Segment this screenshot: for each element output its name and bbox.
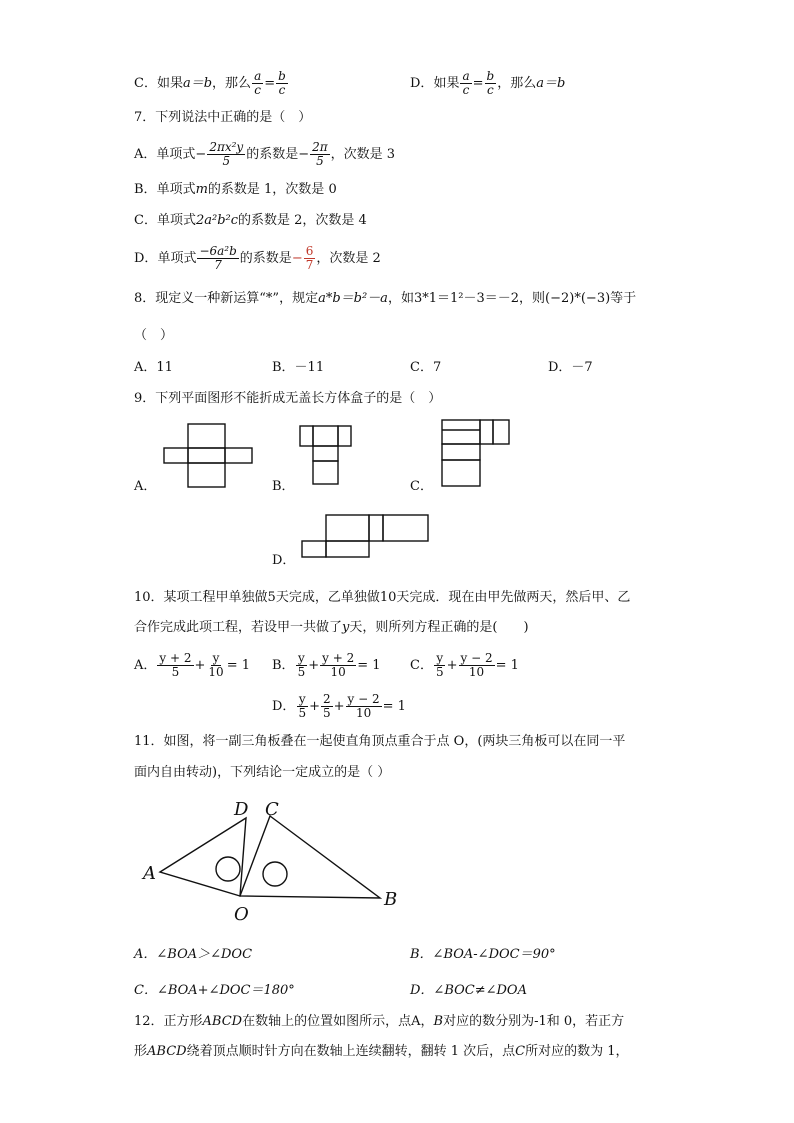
operator: + xyxy=(308,658,320,673)
numerator: y xyxy=(297,651,305,665)
stem-text: 所对应的数为 1， xyxy=(525,1044,629,1059)
number: 10 xyxy=(379,590,397,605)
stem-text: 天，则所列方程正确的是( ) xyxy=(349,620,529,635)
option-label: D． xyxy=(134,251,158,266)
option-label: C． xyxy=(134,213,157,228)
denominator: 7 xyxy=(214,258,222,272)
option-label: A． xyxy=(134,658,157,673)
numerator: 2π xyxy=(312,140,328,154)
point-a-label: A xyxy=(143,863,156,884)
math-expr: a＝b xyxy=(182,76,213,91)
stem-text: 形 xyxy=(134,1044,148,1059)
q9-stem: 9．下列平面图形不能折成无盖长方体盒子的是（ ） xyxy=(134,391,442,406)
q11-option-c: C．∠BOA+∠DOC＝180° xyxy=(134,983,295,998)
math-var: C xyxy=(515,1044,526,1059)
option-text: 单项式 xyxy=(157,251,197,266)
numerator: a xyxy=(462,69,470,83)
point-c-label: C xyxy=(265,799,279,820)
denominator: 10 xyxy=(208,665,224,679)
triangle-hole-left xyxy=(216,857,240,881)
option-text: 的系数是 2，次数是 4 xyxy=(238,213,367,228)
operator: + xyxy=(194,658,206,673)
denominator: 5 xyxy=(222,154,231,168)
denominator: 5 xyxy=(316,154,324,168)
denominator: c xyxy=(278,83,286,97)
option-text: 如果 xyxy=(433,76,460,91)
option-label: A． xyxy=(134,147,157,162)
option-text: ，那么 xyxy=(497,76,537,91)
triangle-hole-right xyxy=(263,862,287,886)
q9-label-c: C． xyxy=(410,479,433,494)
option-label: D． xyxy=(410,76,434,91)
q9-label-a: A． xyxy=(134,479,157,494)
option-text: ，次数是 2 xyxy=(316,251,381,266)
numerator: 2 xyxy=(322,692,331,706)
numerator: y − 2 xyxy=(460,651,493,665)
equation-rhs: = 1 xyxy=(357,658,381,673)
equation-rhs: = 1 xyxy=(495,658,519,673)
math-var: ABCD xyxy=(147,1044,187,1059)
q6-option-d: D．如果 $\frac{a}{c}$ = $\frac{b}{c}$ ，那么a＝b xyxy=(410,69,566,97)
stem-text: 合作完成此项工程，若设甲一共做了 xyxy=(134,620,343,635)
numerator: a xyxy=(254,69,262,83)
numerator: 2πx²y xyxy=(209,140,244,154)
math-var: m xyxy=(195,182,208,197)
q12-stem-2 xyxy=(134,1043,628,1061)
q8-option-d: D．－7 xyxy=(548,360,593,375)
denominator: 7 xyxy=(305,258,314,272)
point-o-label: O xyxy=(234,904,249,925)
option-label: B． xyxy=(272,658,295,673)
denominator: 10 xyxy=(468,665,485,679)
point-d-label: D xyxy=(234,799,249,820)
numerator: −6a²b xyxy=(199,244,237,258)
numerator: y xyxy=(212,651,220,665)
q8-option-a: A．11 xyxy=(134,360,173,375)
numerator: y − 2 xyxy=(347,692,380,706)
stem-text: ，如 xyxy=(387,291,414,306)
denominator: 10 xyxy=(355,706,372,720)
stem-text: 对应的数分别为-1和 0，若正方 xyxy=(443,1014,625,1029)
stem-text: 10．某项工程甲单独做 xyxy=(134,590,268,605)
q9-label-b: B． xyxy=(272,479,295,494)
denominator: 10 xyxy=(330,665,346,679)
stem-text: 8．现定义一种新运算“*”，规定 xyxy=(134,291,319,306)
option-label: C． xyxy=(134,76,157,91)
q11-stem-1: 11．如图，将一副三角板叠在一起使直角顶点重合于点 O，(两块三角板可以在同一平 xyxy=(134,734,626,749)
math-var: ABCD xyxy=(202,1014,243,1029)
stem-text: 天完成，乙单独做 xyxy=(275,590,380,605)
stem-text: ，则 xyxy=(519,291,546,306)
denominator: 5 xyxy=(297,665,306,679)
denominator: c xyxy=(462,83,470,97)
denominator: 5 xyxy=(435,665,444,679)
stem-text: 天完成．现在由甲先做两天，然后甲、乙 xyxy=(396,590,631,605)
triangle-aod xyxy=(160,818,246,896)
operator: + xyxy=(333,699,345,714)
stem-text: 等于 xyxy=(610,291,637,306)
math-var: B xyxy=(433,1014,444,1029)
option-text: 的系数是 xyxy=(246,147,299,162)
option-text: 的系数是 xyxy=(239,251,292,266)
math-expr: a*b＝b²－a xyxy=(318,291,388,306)
option-label: C． xyxy=(410,658,433,673)
denominator: 5 xyxy=(171,665,180,679)
q12-stem-1 xyxy=(134,1013,624,1031)
option-text: 单项式 xyxy=(156,147,196,162)
stem-text: 在数轴上的位置如图所示，点A， xyxy=(242,1014,434,1029)
numerator: y xyxy=(298,692,306,706)
math-expr: 3*1＝1²－3＝－2 xyxy=(413,291,520,306)
operator: + xyxy=(309,699,320,714)
equation-rhs: = 1 xyxy=(226,658,250,673)
numerator: y + 2 xyxy=(159,651,192,665)
q7-option-a: A．单项式− $\frac{\text{2πx²y}}{5}$ 的系数是− $\frac{2\pi}{5}$ ，次数是 3 xyxy=(134,140,396,168)
number: 5 xyxy=(267,590,276,605)
stem-text: 12．正方形 xyxy=(134,1014,203,1029)
option-text: 如果 xyxy=(156,76,183,91)
denominator: c xyxy=(486,83,494,97)
q8-paren: （ ） xyxy=(134,328,174,343)
math-expr: (−2)*(−3) xyxy=(545,291,611,306)
equation-rhs: = 1 xyxy=(382,699,406,714)
numerator: y xyxy=(436,651,444,665)
denominator: 5 xyxy=(298,706,307,720)
operator: + xyxy=(446,658,458,673)
math-expr: a＝b xyxy=(536,76,566,91)
option-text: ，次数是 3 xyxy=(330,147,396,162)
numerator: 6 xyxy=(305,244,314,258)
q11-stem-2: 面内自由转动)，下列结论一定成立的是（ ） xyxy=(134,765,391,780)
point-b-label: B xyxy=(384,889,398,910)
q9-label-d: D． xyxy=(272,553,296,568)
numerator: b xyxy=(486,69,495,83)
denominator: c xyxy=(254,83,261,97)
q11-option-d: D．∠BOC≠∠DOA xyxy=(410,983,527,998)
option-text: ，那么 xyxy=(212,76,252,91)
q8-option-b: B．－11 xyxy=(272,360,325,375)
option-text: 单项式 xyxy=(156,182,196,197)
q6-option-c: C．如果a＝b，那么 $\frac{a}{c}$ = $\frac{b}{c}$ xyxy=(134,69,286,97)
stem-text: 绕着顶点顺时针方向在数轴上连续翻转，翻转 1 次后，点 xyxy=(186,1044,516,1059)
q7-stem: 7．下列说法中正确的是（ ） xyxy=(134,110,312,125)
triangle-cob xyxy=(240,816,380,898)
option-label: D． xyxy=(272,699,296,714)
option-label: B． xyxy=(134,182,157,197)
q8-option-c: C．7 xyxy=(410,360,442,375)
math-var: y xyxy=(342,620,350,635)
option-text: 的系数是 1，次数是 0 xyxy=(207,182,337,197)
q7-option-d: D．单项式 $\frac{\text{−6a²b}}{7}$ 的系数是− $\frac{6}{7}$ ，次数是 2 xyxy=(134,244,381,272)
denominator: 5 xyxy=(322,706,331,720)
option-text: 单项式 xyxy=(156,213,196,228)
q11-option-a: A．∠BOA＞∠DOC xyxy=(134,947,253,962)
numerator: b xyxy=(278,69,286,83)
q11-option-b: B．∠BOA-∠DOC＝90° xyxy=(410,947,556,962)
numerator: y + 2 xyxy=(322,651,355,665)
math-expr: 2a²b²c xyxy=(195,213,239,228)
